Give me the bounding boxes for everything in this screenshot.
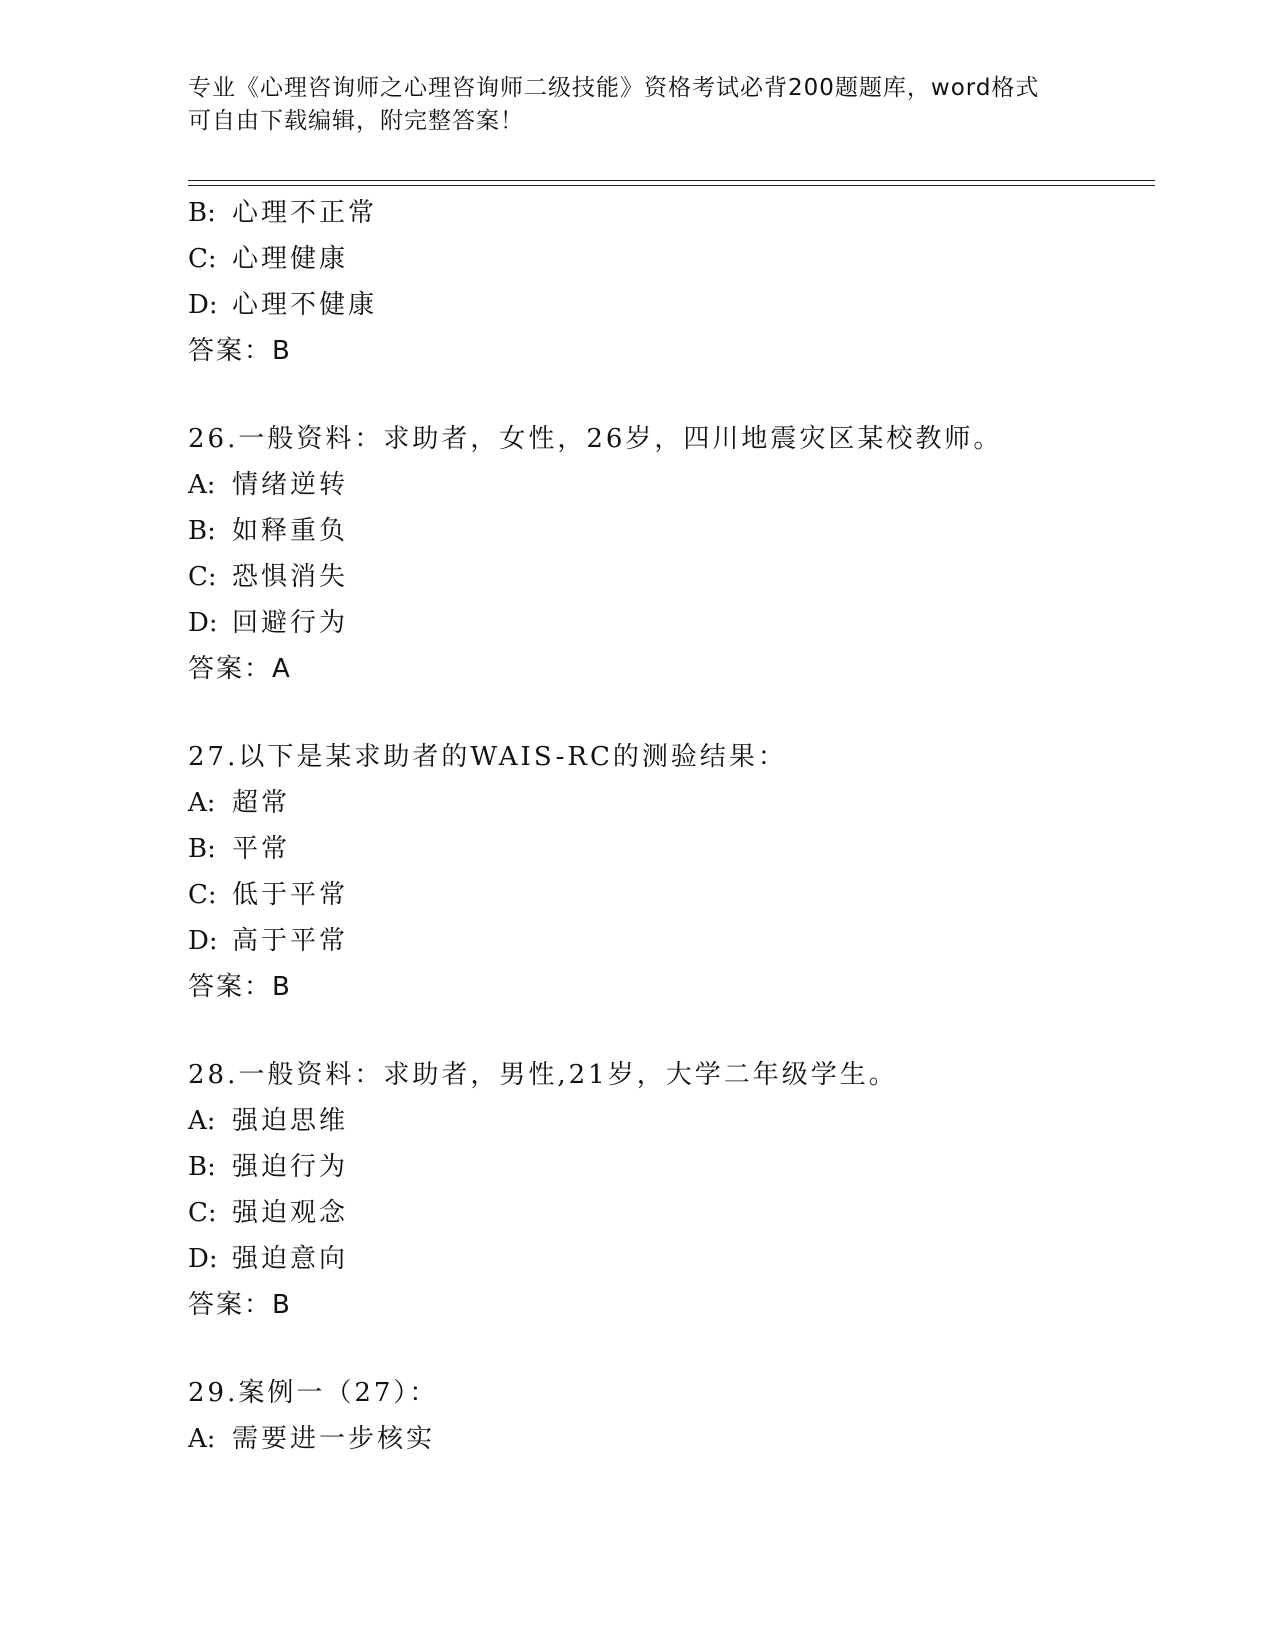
- option-text: 恐惧消失: [232, 562, 349, 592]
- option-line: [188, 600, 1148, 646]
- option-key: C:: [188, 562, 217, 592]
- option-line: [188, 1144, 1148, 1190]
- question-list: [188, 190, 1148, 1462]
- option-key: D:: [188, 290, 218, 320]
- option-text: 心理健康: [232, 244, 349, 274]
- option-line: [188, 826, 1148, 872]
- option-line: [188, 1190, 1148, 1236]
- option-text: 强迫行为: [232, 1152, 349, 1182]
- option-key: A:: [188, 470, 216, 500]
- answer-line: 答案：B: [188, 972, 292, 1002]
- option-key: B:: [188, 516, 216, 546]
- option-line: [188, 1236, 1148, 1282]
- option-line: [188, 554, 1148, 600]
- option-key: B:: [188, 198, 216, 228]
- header-line-1: 专业《心理咨询师之心理咨询师二级技能》资格考试必背200题题库，word格式: [188, 75, 1040, 101]
- question-stem: 28.一般资料：求助者，男性,21岁，大学二年级学生。: [188, 1060, 898, 1090]
- answer-line: 答案：B: [188, 1290, 292, 1320]
- option-text: 平常: [232, 834, 291, 864]
- option-key: C:: [188, 1198, 217, 1228]
- option-key: D:: [188, 608, 218, 638]
- option-key: A:: [188, 1424, 216, 1454]
- option-line: [188, 282, 1148, 328]
- document-header: [188, 72, 1088, 138]
- option-key: A:: [188, 1106, 216, 1136]
- question-stem: 26.一般资料：求助者，女性，26岁，四川地震灾区某校教师。: [188, 424, 1003, 454]
- answer-line: 答案：A: [188, 654, 292, 684]
- option-line: [188, 508, 1148, 554]
- question-29: [188, 1370, 1148, 1462]
- option-text: 心理不健康: [232, 290, 378, 320]
- option-key: B:: [188, 1152, 216, 1182]
- option-line: [188, 780, 1148, 826]
- option-line: [188, 190, 1148, 236]
- option-text: 情绪逆转: [232, 470, 349, 500]
- header-line-2: 可自由下载编辑，附完整答案！: [188, 108, 524, 134]
- question-26: [188, 416, 1148, 692]
- option-text: 强迫意向: [232, 1244, 349, 1274]
- option-line: [188, 1098, 1148, 1144]
- header-divider-bottom: [188, 185, 1155, 186]
- option-key: B:: [188, 834, 216, 864]
- option-text: 心理不正常: [232, 198, 378, 228]
- question-25-continued: [188, 190, 1148, 374]
- option-key: C:: [188, 880, 217, 910]
- option-text: 需要进一步核实: [232, 1424, 436, 1454]
- option-line: [188, 1416, 1148, 1462]
- option-text: 强迫思维: [232, 1106, 349, 1136]
- question-stem: 27.以下是某求助者的WAIS-RC的测验结果：: [188, 742, 787, 772]
- option-key: C:: [188, 244, 217, 274]
- option-text: 低于平常: [232, 880, 349, 910]
- option-key: D:: [188, 1244, 218, 1274]
- option-text: 回避行为: [232, 608, 349, 638]
- option-text: 如释重负: [232, 516, 349, 546]
- option-text: 高于平常: [232, 926, 349, 956]
- question-28: [188, 1052, 1148, 1328]
- option-line: [188, 236, 1148, 282]
- option-text: 强迫观念: [232, 1198, 349, 1228]
- option-line: [188, 918, 1148, 964]
- option-text: 超常: [232, 788, 291, 818]
- header-divider-top: [188, 180, 1155, 181]
- option-key: A:: [188, 788, 216, 818]
- answer-line: 答案：B: [188, 336, 292, 366]
- option-line: [188, 872, 1148, 918]
- option-line: [188, 462, 1148, 508]
- question-stem: 29.案例一（27）：: [188, 1378, 439, 1408]
- question-27: [188, 734, 1148, 1010]
- option-key: D:: [188, 926, 218, 956]
